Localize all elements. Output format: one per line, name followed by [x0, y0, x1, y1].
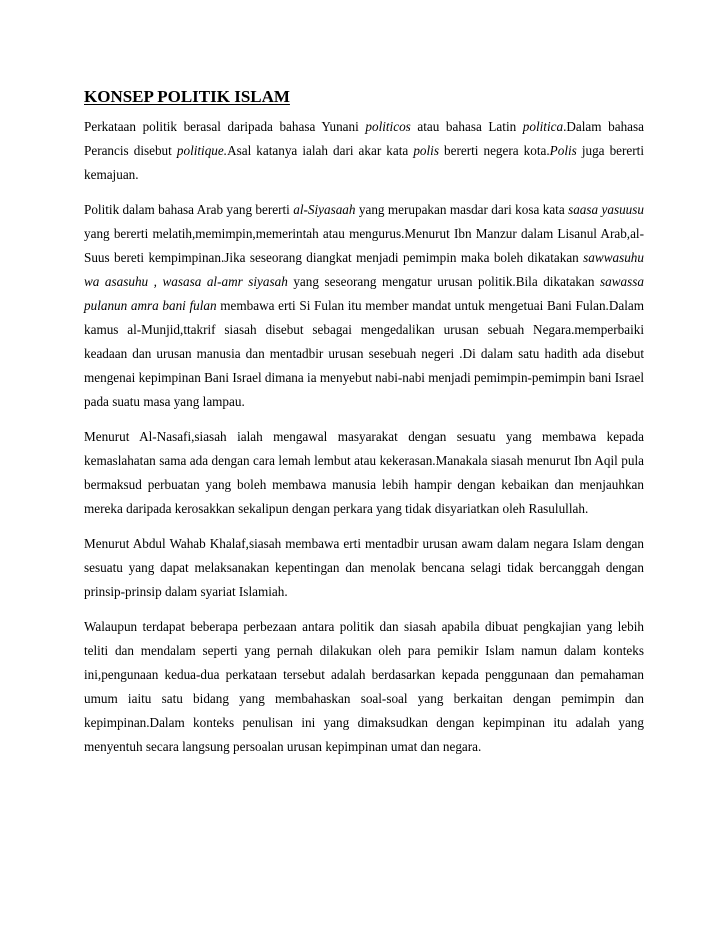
italic-term: politicos [365, 119, 411, 134]
italic-term: sawassa pulanun amra bani fulan [84, 274, 644, 313]
text-run: Asal katanya ialah dari akar kata [227, 143, 414, 158]
text-run: atau bahasa Latin [410, 119, 523, 134]
paragraph-4 [84, 532, 644, 604]
text-run: membawa erti Si Fulan itu member mandat untuk mengetuai Bani Fulan.Dalam kamus al-Munjid,ttakrif siasah disebut sebagai mengedalikan urusan sebuah Negara.memperbaiki keadaan dan urusan manusia dan mentadbir urusan sesebuah negeri .Di dalam satu hadith ada disebut mengenai kepimpinan Bani Israel dimana ia menyebut nabi-nabi menjadi pemimpin-pemimpin bani Israel pada suatu masa yang lampau. [84, 298, 644, 409]
italic-term: saasa yasuusu [568, 202, 644, 217]
text-run: Walaupun terdapat beberapa perbezaan antara politik dan siasah apabila dibuat pengkajian yang lebih teliti dan mendalam seperti yang pernah dilakukan oleh para pemikir Islam namun dalam konteks ini,pengunaan kedua-dua perkataan tersebut adalah berdasarkan kepada penggunaan dan pemahaman umum iaitu satu bidang yang membahaskan soal-soal yang berkaitan dengan pemimpin dan kepimpinan.Dalam konteks penulisan ini yang dimaksudkan dengan kepimpinan itu adalah yang menyentuh secara langsung persoalan urusan kepimpinan umat dan negara. [84, 619, 644, 754]
text-run: Politik dalam bahasa Arab yang bererti [84, 202, 294, 217]
text-run: Perkataan politik berasal daripada bahasa Yunani [84, 119, 366, 134]
italic-term: Polis [549, 143, 577, 158]
italic-term: politique. [176, 143, 228, 158]
text-run: yang bererti melatih,memimpin,memerintah atau mengurus.Menurut Ibn Manzur dalam Lisanul Arab,al-Suus bereti kempimpinan.Jika seseorang diangkat menjadi pemimpin maka boleh dikatakan [84, 226, 644, 265]
paragraph-1 [84, 115, 644, 187]
italic-term: politica [522, 119, 564, 134]
text-run: yang seseorang mengatur urusan politik.Bila dikatakan [287, 274, 600, 289]
text-run: bererti negera kota. [438, 143, 550, 158]
text-run: Menurut Al-Nasafi,siasah ialah mengawal masyarakat dengan sesuatu yang membawa kepada kemaslahatan sama ada dengan cara lemah lembut atau kekerasan.Manakala siasah menurut Ibn Aqil pula bermaksud perbuatan yang boleh membawa manusia lebih hampir dengan kebaikan dan menjauhkan mereka daripada kerosakkan sekalipun dengan perkara yang tidak disyariatkan oleh Rasulullah. [84, 429, 644, 516]
italic-term: sawwasuhu wa asasuhu , wasasa al-amr siyasah [84, 250, 644, 289]
text-run: juga bererti kemajuan. [84, 143, 644, 182]
italic-term: polis [413, 143, 439, 158]
document-title: KONSEP POLITIK ISLAM [84, 87, 290, 106]
text-run: yang merupakan masdar dari kosa kata [355, 202, 569, 217]
italic-term: al-Siyasaah [293, 202, 356, 217]
paragraph-5 [84, 615, 644, 759]
text-run: Menurut Abdul Wahab Khalaf,siasah membawa erti mentadbir urusan awam dalam negara Islam dengan sesuatu yang dapat melaksanakan kepentingan dan menolak bencana selagi tidak bercanggah dengan prinsip-prinsip dalam syariat Islamiah. [84, 536, 644, 599]
paragraph-3 [84, 425, 644, 521]
paragraph-2 [84, 198, 644, 414]
document-page [84, 85, 644, 759]
text-run: .Dalam bahasa Perancis disebut [84, 119, 644, 158]
